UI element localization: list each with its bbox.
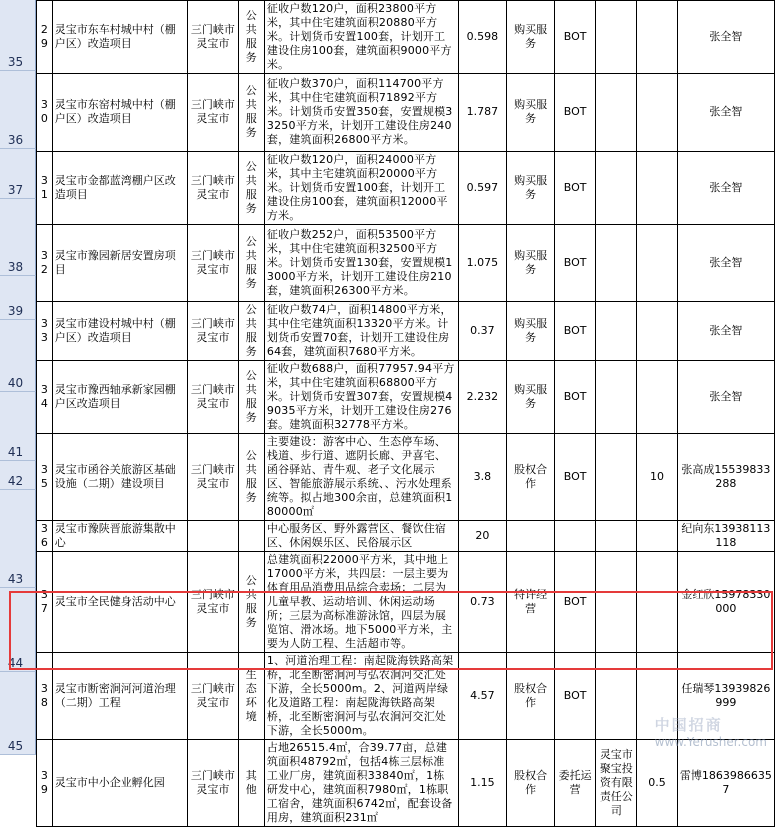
partner-entity-cell[interactable]: 灵宝市聚宝投资有限责任公司 — [596, 739, 637, 826]
row-header[interactable] — [0, 461, 36, 490]
operation-mode-cell[interactable]: BOT — [554, 551, 595, 652]
operation-mode-cell[interactable]: BOT — [554, 151, 595, 224]
row-header[interactable] — [0, 149, 36, 199]
table-row — [37, 520, 775, 551]
row-header[interactable] — [0, 276, 36, 320]
scale-description-cell[interactable]: 征收户数120户，面积24000平方米，其中主宅建筑面积20000平方米。计划货币安置100套，计划开工建设住房100套，建筑面积12000平方米。 — [264, 151, 458, 224]
cooperation-mode-cell[interactable] — [507, 520, 555, 551]
scale-description-cell[interactable]: 征收户数74户，面积14800平方米，其中住宅建筑面积13320平方米。计划货币安置70套，计划开工建设住房64套，建筑面积7680平方米。 — [264, 301, 458, 360]
cooperation-mode-cell[interactable]: 购买服务 — [507, 0, 555, 73]
extra-value-cell[interactable] — [637, 0, 677, 73]
table-row — [37, 652, 775, 739]
row-number-cell[interactable]: 38 — [37, 652, 53, 739]
scale-description-cell[interactable]: 主要建设：游客中心、生态停车场、栈道、步行道、遮阴长廊、尹喜宅、函谷驿站、青牛观、老子文化展示区、智能旅游展示系统、、污水处理系统等。拟占地300余亩，总建筑面积180000㎡ — [264, 433, 458, 520]
location-cell[interactable]: 三门峡市灵宝市 — [188, 0, 239, 73]
partner-entity-cell[interactable] — [596, 433, 637, 520]
operation-mode-cell[interactable]: BOT — [554, 0, 595, 73]
table-row — [37, 739, 775, 826]
partner-entity-cell[interactable] — [596, 520, 637, 551]
cooperation-mode-cell[interactable]: 购买服务 — [507, 360, 555, 433]
cooperation-mode-cell[interactable]: 特许经营 — [507, 551, 555, 652]
project-name-cell[interactable]: 灵宝市豫西轴承新家园棚户区改造项目 — [52, 360, 187, 433]
row-header[interactable] — [0, 588, 36, 672]
contact-cell[interactable]: 张高成15539833288 — [677, 433, 774, 520]
operation-mode-cell[interactable]: BOT — [554, 652, 595, 739]
project-name-cell[interactable]: 灵宝市东车村城中村（棚户区）改造项目 — [52, 0, 187, 73]
category-cell[interactable]: 公共服务 — [238, 0, 264, 73]
investment-amount-cell[interactable]: 20 — [458, 520, 507, 551]
row-header[interactable] — [0, 0, 36, 71]
row-header-label: 38 — [7, 260, 24, 274]
category-cell[interactable]: 公共服务 — [238, 360, 264, 433]
location-cell[interactable]: 三门峡市灵宝市 — [188, 652, 239, 739]
cooperation-mode-cell[interactable]: 股权合作 — [507, 652, 555, 739]
table-row — [37, 0, 775, 73]
row-header-label: 43 — [7, 572, 24, 586]
investment-amount-cell[interactable]: 1.15 — [458, 739, 507, 826]
category-cell[interactable]: 公共服务 — [238, 551, 264, 652]
partner-entity-cell[interactable] — [596, 224, 637, 301]
investment-amount-cell[interactable]: 0.597 — [458, 151, 507, 224]
contact-cell[interactable]: 雷博18639866357 — [677, 739, 774, 826]
table-row — [37, 73, 775, 151]
row-number-cell[interactable]: 31 — [37, 151, 53, 224]
investment-amount-cell[interactable]: 0.37 — [458, 301, 507, 360]
table-row — [37, 224, 775, 301]
row-header-label: 44 — [7, 656, 24, 670]
contact-cell[interactable]: 张全智 — [677, 0, 774, 73]
extra-value-cell[interactable] — [637, 551, 677, 652]
contact-cell[interactable]: 金红欣15978330000 — [677, 551, 774, 652]
location-cell[interactable]: 三门峡市灵宝市 — [188, 73, 239, 151]
row-header-label: 42 — [7, 474, 24, 488]
project-name-cell[interactable]: 灵宝市断密涧河河道治理（二期）工程 — [52, 652, 187, 739]
row-header[interactable] — [0, 320, 36, 392]
extra-value-cell[interactable]: 10 — [637, 433, 677, 520]
investment-amount-cell[interactable]: 3.8 — [458, 433, 507, 520]
operation-mode-cell[interactable]: 委托运营 — [554, 739, 595, 826]
location-cell[interactable]: 三门峡市灵宝市 — [188, 224, 239, 301]
project-name-cell[interactable]: 灵宝市建设村城中村（棚户区）改造项目 — [52, 301, 187, 360]
row-header-label: 41 — [7, 445, 24, 459]
project-name-cell[interactable]: 灵宝市豫园新居安置房项目 — [52, 224, 187, 301]
partner-entity-cell[interactable] — [596, 151, 637, 224]
row-number-cell[interactable]: 37 — [37, 551, 53, 652]
scale-description-cell[interactable]: 征收户数120户，面积23800平方米，其中住宅建筑面积20880平方米。计划货币安置100套，计划开工建设住房100套，建筑面积9000平方米。 — [264, 0, 458, 73]
scale-description-cell[interactable]: 总建筑面积22000平方米，其中地上17000平方米，共四层：一层主要为体育用品消费用品综合卖场；二层为儿童早教、运动培训、休闲运动场所；三层为高标准游泳馆，四层为展览馆、滑冰场。地下5000平方米，主要为人防工程、生活超市等。 — [264, 551, 458, 652]
cooperation-mode-cell[interactable]: 购买服务 — [507, 224, 555, 301]
row-header-label: 39 — [7, 304, 24, 318]
operation-mode-cell[interactable]: BOT — [554, 360, 595, 433]
row-number-cell[interactable]: 32 — [37, 224, 53, 301]
scale-description-cell[interactable]: 征收户数252户，面积53500平方米，其中住宅建筑面积32500平方米。计划货币安置130套，安置规模13000平方米，计划开工建设住房210套，建筑面积26300平方米。 — [264, 224, 458, 301]
row-header-label: 40 — [7, 376, 24, 390]
watermark-en: www.Yerusher.com — [654, 735, 767, 749]
row-number-cell[interactable]: 34 — [37, 360, 53, 433]
extra-value-cell[interactable] — [637, 360, 677, 433]
operation-mode-cell[interactable]: BOT — [554, 224, 595, 301]
project-table — [36, 0, 775, 827]
row-number-cell[interactable]: 36 — [37, 520, 53, 551]
operation-mode-cell[interactable]: BOT — [554, 301, 595, 360]
scale-description-cell[interactable]: 征收户数370户，面积114700平方米，其中住宅建筑面积71892平方米。计划货币安置350套，安置规模33250平方米，计划开工建设住房240套，建筑面积26800平方米。 — [264, 73, 458, 151]
extra-value-cell[interactable]: 0.5 — [637, 739, 677, 826]
row-number-cell[interactable]: 39 — [37, 739, 53, 826]
category-cell[interactable]: 其他 — [238, 739, 264, 826]
category-cell[interactable]: 公共服务 — [238, 301, 264, 360]
contact-cell[interactable]: 张全智 — [677, 301, 774, 360]
row-header[interactable] — [0, 71, 36, 149]
project-name-cell[interactable]: 灵宝市中小企业孵化园 — [52, 739, 187, 826]
contact-cell[interactable]: 纪向东13938113118 — [677, 520, 774, 551]
table-row — [37, 433, 775, 520]
table-row — [37, 151, 775, 224]
row-number-cell[interactable]: 30 — [37, 73, 53, 151]
project-name-cell[interactable]: 灵宝市函谷关旅游区基础设施（二期）建设项目 — [52, 433, 187, 520]
scale-description-cell[interactable]: 1、河道治理工程：南起陇海铁路高架桥，北至断密涧河与弘农涧河交汇处下游，全长5000m。2、河道两岸绿化及道路工程：南起陇海铁路高架桥，北至断密涧河与弘农涧河交汇处下游，全长5000m。 — [264, 652, 458, 739]
partner-entity-cell[interactable] — [596, 360, 637, 433]
row-number-cell[interactable]: 33 — [37, 301, 53, 360]
investment-amount-cell[interactable]: 0.73 — [458, 551, 507, 652]
investment-amount-cell[interactable]: 4.57 — [458, 652, 507, 739]
location-cell[interactable]: 三门峡市灵宝市 — [188, 739, 239, 826]
row-header-label: 36 — [7, 133, 24, 147]
category-cell[interactable]: 生态环境 — [238, 652, 264, 739]
contact-cell[interactable]: 张全智 — [677, 151, 774, 224]
partner-entity-cell[interactable] — [596, 73, 637, 151]
location-cell[interactable]: 三门峡市灵宝市 — [188, 360, 239, 433]
category-cell[interactable]: 公共服务 — [238, 433, 264, 520]
operation-mode-cell[interactable]: BOT — [554, 73, 595, 151]
row-header[interactable] — [0, 392, 36, 461]
category-cell[interactable] — [238, 520, 264, 551]
contact-cell[interactable]: 张全智 — [677, 360, 774, 433]
table-row — [37, 301, 775, 360]
category-cell[interactable]: 公共服务 — [238, 224, 264, 301]
extra-value-cell[interactable] — [637, 151, 677, 224]
investment-amount-cell[interactable]: 1.787 — [458, 73, 507, 151]
row-header-label: 45 — [7, 739, 24, 753]
scale-description-cell[interactable]: 征收户数688户，面积77957.94平方米，其中住宅建筑面积68800平方米。计划货币安置307套，安置规模49035平方米，计划开工建设住房276套。建筑面积32778平方米。 — [264, 360, 458, 433]
partner-entity-cell[interactable] — [596, 652, 637, 739]
scale-description-cell[interactable]: 占地26515.4㎡，合39.77亩，总建筑面积48792㎡，包括4栋三层标准工业厂房，建筑面积33840㎡，1栋研发中心，建筑面积7980㎡，1栋职工宿舍，建筑面积6742㎡，配套设备用房，建筑面积231㎡ — [264, 739, 458, 826]
extra-value-cell[interactable] — [637, 301, 677, 360]
row-header[interactable] — [0, 199, 36, 276]
row-header[interactable] — [0, 672, 36, 755]
location-cell[interactable]: 三门峡市灵宝市 — [188, 433, 239, 520]
table-row — [37, 360, 775, 433]
partner-entity-cell[interactable] — [596, 301, 637, 360]
location-cell[interactable] — [188, 520, 239, 551]
contact-cell[interactable]: 任瑞琴13939826999 — [677, 652, 774, 739]
cooperation-mode-cell[interactable]: 购买服务 — [507, 301, 555, 360]
contact-cell[interactable]: 张全智 — [677, 224, 774, 301]
project-name-cell[interactable]: 灵宝市金都蓝湾棚户区改造项目 — [52, 151, 187, 224]
cooperation-mode-cell[interactable]: 股权合作 — [507, 739, 555, 826]
watermark-cn: 中国招商 — [654, 716, 723, 734]
partner-entity-cell[interactable] — [596, 0, 637, 73]
table-row — [37, 551, 775, 652]
investment-amount-cell[interactable]: 1.075 — [458, 224, 507, 301]
partner-entity-cell[interactable] — [596, 551, 637, 652]
contact-cell[interactable]: 张全智 — [677, 73, 774, 151]
extra-value-cell[interactable] — [637, 520, 677, 551]
cooperation-mode-cell[interactable]: 购买服务 — [507, 73, 555, 151]
row-number-cell[interactable]: 35 — [37, 433, 53, 520]
location-cell[interactable]: 三门峡市灵宝市 — [188, 551, 239, 652]
project-name-cell[interactable]: 灵宝市全民健身活动中心 — [52, 551, 187, 652]
extra-value-cell[interactable] — [637, 224, 677, 301]
scale-description-cell[interactable]: 中心服务区、野外露营区、餐饮住宿区、休闲娱乐区、民俗展示区 — [264, 520, 458, 551]
location-cell[interactable]: 三门峡市灵宝市 — [188, 301, 239, 360]
operation-mode-cell[interactable]: BOT — [554, 433, 595, 520]
location-cell[interactable]: 三门峡市灵宝市 — [188, 151, 239, 224]
operation-mode-cell[interactable] — [554, 520, 595, 551]
category-cell[interactable]: 公共服务 — [238, 151, 264, 224]
cooperation-mode-cell[interactable]: 购买服务 — [507, 151, 555, 224]
investment-amount-cell[interactable]: 0.598 — [458, 0, 507, 73]
row-header-label: 37 — [7, 183, 24, 197]
row-header[interactable] — [0, 490, 36, 588]
cooperation-mode-cell[interactable]: 股权合作 — [507, 433, 555, 520]
project-name-cell[interactable]: 灵宝市豫陕晋旅游集散中心 — [52, 520, 187, 551]
project-name-cell[interactable]: 灵宝市东窑村城中村（棚户区）改造项目 — [52, 73, 187, 151]
extra-value-cell[interactable] — [637, 652, 677, 739]
row-header-label: 35 — [7, 55, 24, 69]
row-number-cell[interactable]: 29 — [37, 0, 53, 73]
extra-value-cell[interactable] — [637, 73, 677, 151]
investment-amount-cell[interactable]: 2.232 — [458, 360, 507, 433]
category-cell[interactable]: 公共服务 — [238, 73, 264, 151]
